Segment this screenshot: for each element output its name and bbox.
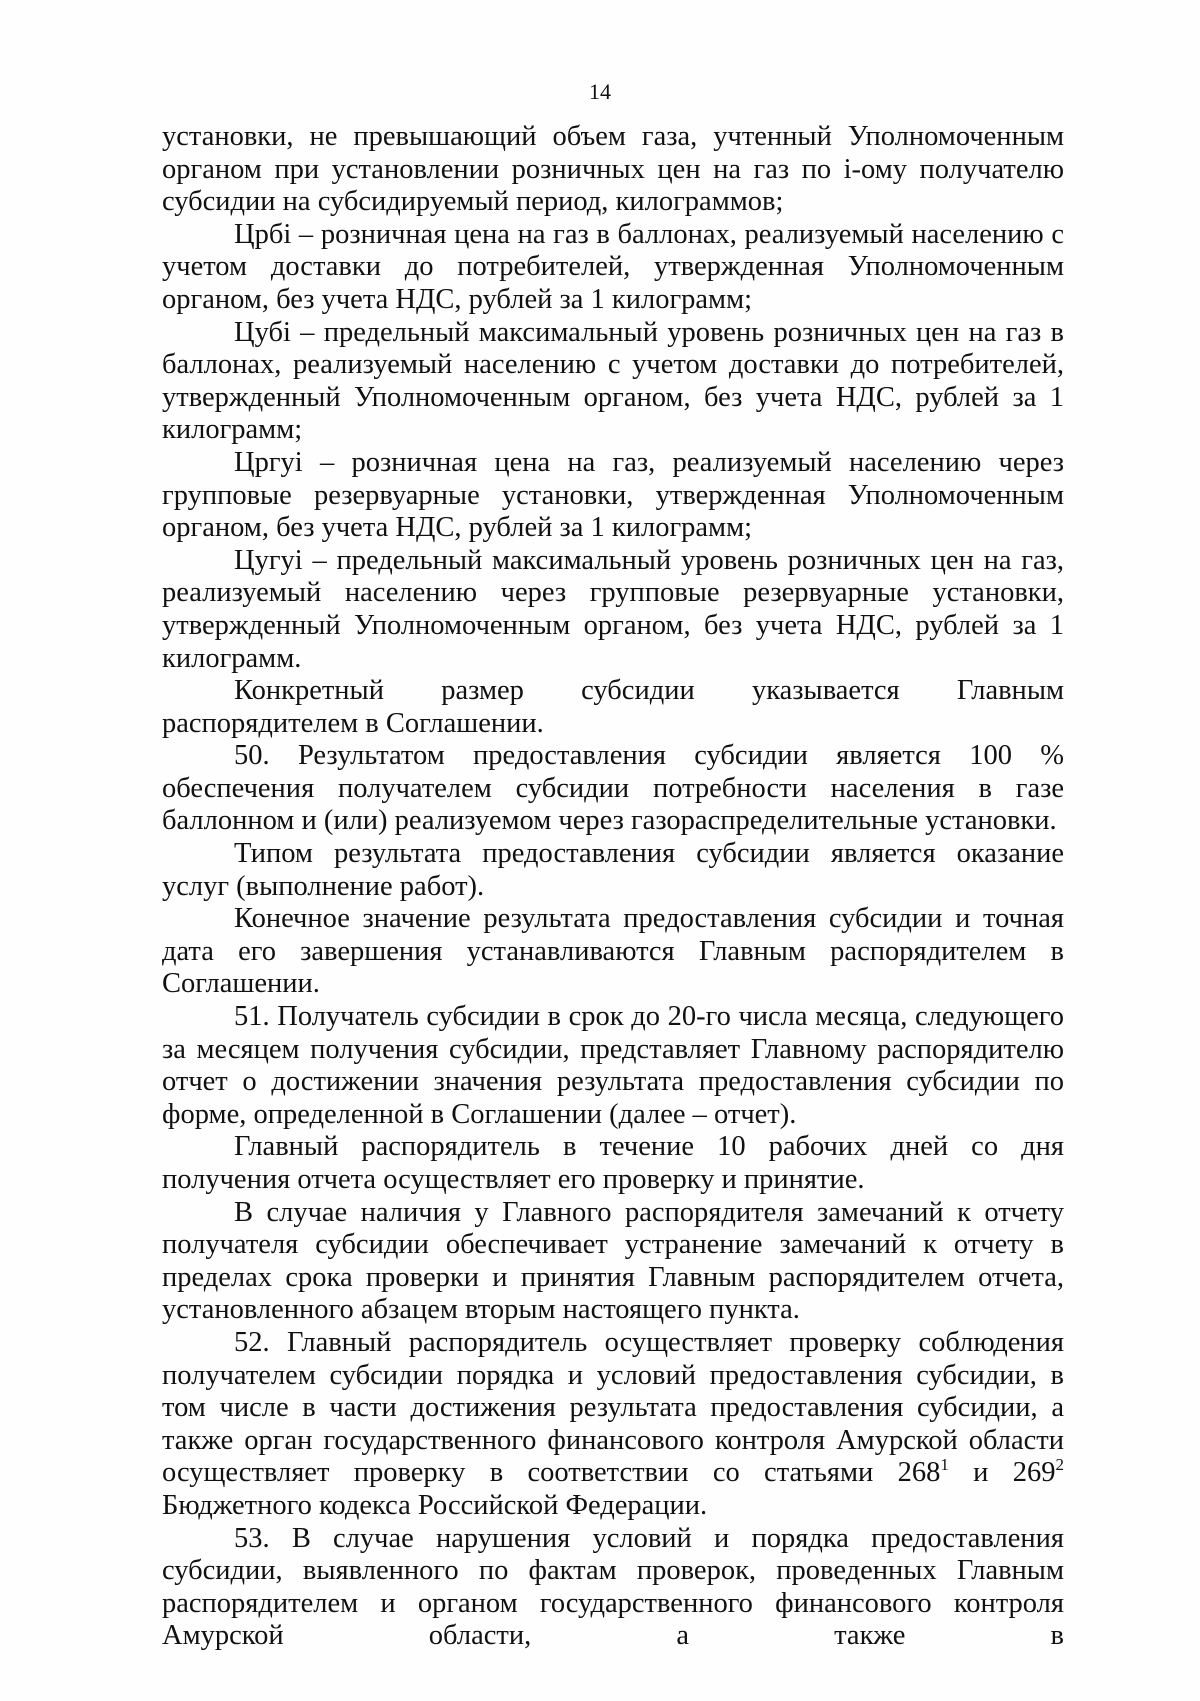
paragraph-report-review: Главный распорядитель в течение 10 рабочих дней со дня получения отчета осуществляет его проверку и принятие. — [162, 1131, 1064, 1195]
paragraph-remarks: В случае наличия у Главного распорядителя замечаний к отчету получателя субсидии обеспечивает устранение замечаний к отчету в пределах срока проверки и принятия Главным распорядителем отчета, установленного абзацем вторым настоящего пункта. — [162, 1196, 1064, 1326]
item-52-text-part3: Бюджетного кодекса Российской Федерации. — [162, 1489, 708, 1521]
paragraph-cugui-definition: Цугуi – предельный максимальный уровень розничных цен на газ, реализуемый населению через групповые резервуарные установки, утвержденный Уполномоченным органом, без учета НДС, рублей за 1 килограмм. — [162, 544, 1064, 674]
page-number: 14 — [589, 79, 611, 104]
paragraph-item-50: 50. Результатом предоставления субсидии является 100 % обеспечения получателем субсидии потребности населения в газе баллонном и (или) реализуемом через газораспределительные установки. — [162, 740, 1064, 837]
item-52-text-part2: и 269 — [948, 1457, 1056, 1489]
paragraph-item-51: 51. Получатель субсидии в срок до 20-го числа месяца, следующего за месяцем получения субсидии, представляет Главному распорядителю отчет о достижении значения результата предоставления субсидии по форме, определенной в Соглашении (далее – отчет). — [162, 1001, 1064, 1130]
paragraph-result-type: Типом результата предоставления субсидии является оказание услуг (выполнение работ). — [162, 838, 1064, 902]
paragraph-crbi-definition: Црбi – розничная цена на газ в баллонах, реализуемый населению с учетом доставки до потребителей, утвержденная Уполномоченным органом, без учета НДС, рублей за 1 килограмм; — [162, 218, 1064, 315]
paragraph-item-52 — [162, 1327, 1064, 1523]
paragraph-final-value: Конечное значение результата предоставления субсидии и точная дата его завершения устанавливаются Главным распорядителем в Соглашении. — [162, 903, 1064, 1000]
document-body — [162, 121, 1064, 1653]
paragraph-continuation: установки, не превышающий объем газа, учтенный Уполномоченным органом при установлении розничных цен на газ по i-ому получателю субсидии на субсидируемый период, килограммов; — [162, 121, 1064, 218]
paragraph-crgui-definition: Цргуi – розничная цена на газ, реализуемый населению через групповые резервуарные установки, утвержденная Уполномоченным органом, без учета НДС, рублей за 1 килограмм; — [162, 446, 1064, 544]
paragraph-cubi-definition: Цубi – предельный максимальный уровень розничных цен на газ в баллонах, реализуемый населению с учетом доставки до потребителей, утвержденный Уполномоченным органом, без учета НДС, рублей за 1 килограмм; — [162, 316, 1064, 446]
paragraph-subsidy-size: Конкретный размер субсидии указывается Главным распорядителем в Соглашении. — [162, 675, 1064, 739]
superscript-1: 1 — [940, 1455, 949, 1475]
superscript-2: 2 — [1055, 1455, 1064, 1475]
item-52-text-part1: 52. Главный распорядитель осуществляет проверку соблюдения получателем субсидии порядка и условий предоставления субсидии, в том числе в части достижения результата предоставления субсидии, а также орган государственного финансового контроля Амурской области осуществляет проверку в соответствии со статьями 268 — [162, 1326, 1064, 1489]
paragraph-item-53: 53. В случае нарушения условий и порядка предоставления субсидии, выявленного по фактам проверок, проведенных Главным распорядителем и органом государственного финансового контроля Амурской области, а также в — [162, 1522, 1064, 1652]
